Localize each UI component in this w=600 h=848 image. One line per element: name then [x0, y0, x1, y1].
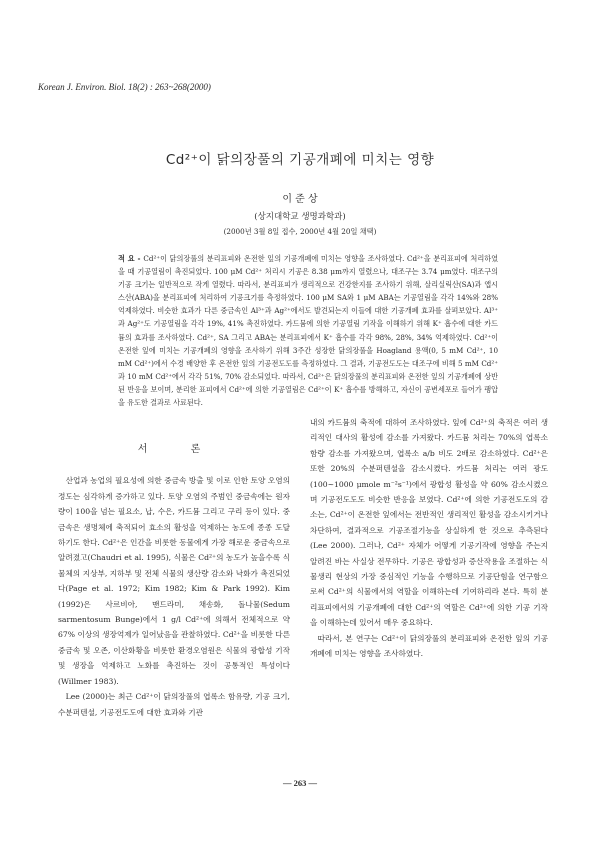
abstract-text: Cd²⁺이 닭의장풀의 분리표피와 온전한 잎의 기공개폐에 미치는 영향을 조사하였다. Cd²⁺을 분리표피에 처리하였을 때 기공열림이 촉진되었다. 100 μM Cd²⁺ 처리시 기공은 8.38 μm까지 열렸으나, 대조구는 3.74 μm였다. 대조구의 기공 크기는 일반적으로 작게 열렸다. 따라서, 분리표피가 생리적으로 건강한지를 조사하기 위해, 살리실릭산(SA)과 앱시스산(ABA)을 분리표피에 처리하여 기공크기를 측정하였다. 100 μM SA와 1 μM ABA는 기공열림을 각각 14%와 28% 억제하였다. 비슷한 효과가 다른 중금속인 Al³⁺과 Ag²⁺에서도 발견되는지 이들에 대한 기공개폐 효과를 살펴보았다. Al³⁺과 Ag²⁺도 기공열림을 각각 19%, 41% 촉진하였다. 카드뮴에 의한 기공열림 기작을 이해하기 위해 K⁺ 흡수에 대한 카드뮴의 효과를 조사하였다. Cd²⁺, SA 그리고 ABA는 분리표피에서 K⁺ 흡수를 각각 98%, 28%, 34% 억제하였다. Cd²⁺이 온전한 잎에 미치는 기공개폐의 영향을 조사하기 위해 3주간 성장한 닭의장풀을 Hoagland 용액(0, 5 mM Cd²⁺, 10 mM Cd²⁺)에서 수경 배양한 후 온전한 잎의 기공전도도를 측정하였다. 그 결과, 기공전도도는 대조구에 비해 5 mM Cd²⁺과 10 mM Cd²⁺에서 각각 51%, 70% 감소되었다. 따라서, Cd²⁺은 닭의장풀의 분리표피와 온전한 잎의 기공개폐에 상반된 반응을 보이며, 분리한 표피에서 Cd²⁺에 의한 기공열림은 Cd²⁺이 K⁺ 흡수를 방해하고, 자신이 공변세포로 들어가 팽압을 유도한 결과로 사료된다. — [118, 254, 499, 408]
affiliation: (상지대학교 생명과학과) — [254, 212, 346, 222]
intro-paragraph: Lee (2000)는 최근 Cd²⁺이 닭의장풀의 엽록소 함유량, 기공 크기, 수분퍼텐셜, 기공전도도에 대한 효과와 기관 — [58, 692, 290, 717]
journal-citation: Korean J. Environ. Biol. 18(2) : 263~268(2000) — [38, 82, 211, 92]
paper-title: Cd²⁺이 닭의장풀의 기공개폐에 미치는 영향 — [165, 152, 435, 168]
received-accepted-dates: (2000년 3월 8일 접수, 2000년 4월 20일 채택) — [223, 227, 377, 236]
intro-paragraph: 따라서, 본 연구는 Cd²⁺이 닭의장풀의 분리표피와 온전한 잎의 기공개폐에 미치는 영향을 조사하였다. — [310, 633, 548, 659]
abstract-label: 적 요 - — [118, 254, 144, 263]
author-name: 이 준 상 — [282, 194, 318, 205]
right-column — [310, 415, 548, 662]
left-column — [58, 420, 290, 720]
abstract — [118, 252, 498, 409]
intro-paragraph: 내의 카드뮴의 축적에 대하여 조사하였다. 잎에 Cd²⁺의 축적은 여러 생리적인 대사의 활성에 감소를 가져왔다. 카드뮴 처리는 70%의 엽록소 함량 감소를 가져왔으며, 엽록소 a/b 비도 2배로 감소하였다. Cd²⁺은 또한 20%의 수분퍼텐셜을 감소시켰다. 카드뮴 처리는 여러 광도 (100~1000 μmole m⁻²s⁻¹)에서 광합성 활성을 약 60% 감소시켰으며 기공전도도도 비슷한 반응을 보였다. Cd²⁺에 의한 기공전도도의 감소는, Cd²⁺이 온전한 잎에서는 전반적인 생리적인 활성을 감소시키거나 차단하여, 결과적으로 기공조절기능을 상실하게 한 것으로 추측된다(Lee 2000). 그러나, Cd²⁺ 자체가 어떻게 기공기작에 영향을 주는지 알려진 바는 사실상 전무하다. 기공은 광합성과 증산작용을 조절하는 식물생리 현상의 가장 중심적인 기능을 수행하므로 기공단힘을 연구함으로써 Cd²⁺의 식물에서의 역할을 이해하는데 기여하리라 본다. 특히 분리표피에서의 기공개폐에 대한 Cd²⁺의 역할은 Cd²⁺에 의한 기공 기작을 이해하는데 있어서 매우 중요하다. — [310, 418, 548, 628]
page-number: — 263 — — [283, 778, 317, 788]
intro-paragraph: 산업과 농업의 필요성에 의한 중금속 방출 및 이로 인한 토양 오염의 정도는 심각하게 증가하고 있다. 토양 오염의 주범인 중금속에는 원자량이 100을 넘는 필요소, 납, 수은, 카드뮴 그리고 구리 등이 있다. 중금속은 생명체에 축적되어 효소의 활성을 억제하는 농도에 종종 도달하기도 한다. Cd²⁺은 인간을 비롯한 동물에게 가장 해로운 중금속으로 알려졌고(Chaudri et al. 1995), 식물은 Cd²⁺의 농도가 높을수록 식물체의 지상부, 지하부 및 전체 식물의 생산량 감소와 낙화가 촉진되었다(Page et al. 1972; Kim 1982; Kim & Park 1992). Kim (1992)은 사르비아, 맨드라미, 채송화, 돌나물(Sedum sarmentosum Bunge)에서 1 g/l Cd²⁺에 의해서 전체적으로 약 67% 이상의 생장억제가 일어났음을 관찰하였다. Cd²⁺을 비롯한 다른 중금속 및 오존, 이산화황을 비롯한 환경오염원은 식물의 광합성 기작 및 생장을 억제하고 노화를 촉진하는 것이 공통적인 특성이다(Willmer 1983). — [58, 476, 290, 686]
section-title-introduction: 서 론 — [137, 444, 221, 455]
